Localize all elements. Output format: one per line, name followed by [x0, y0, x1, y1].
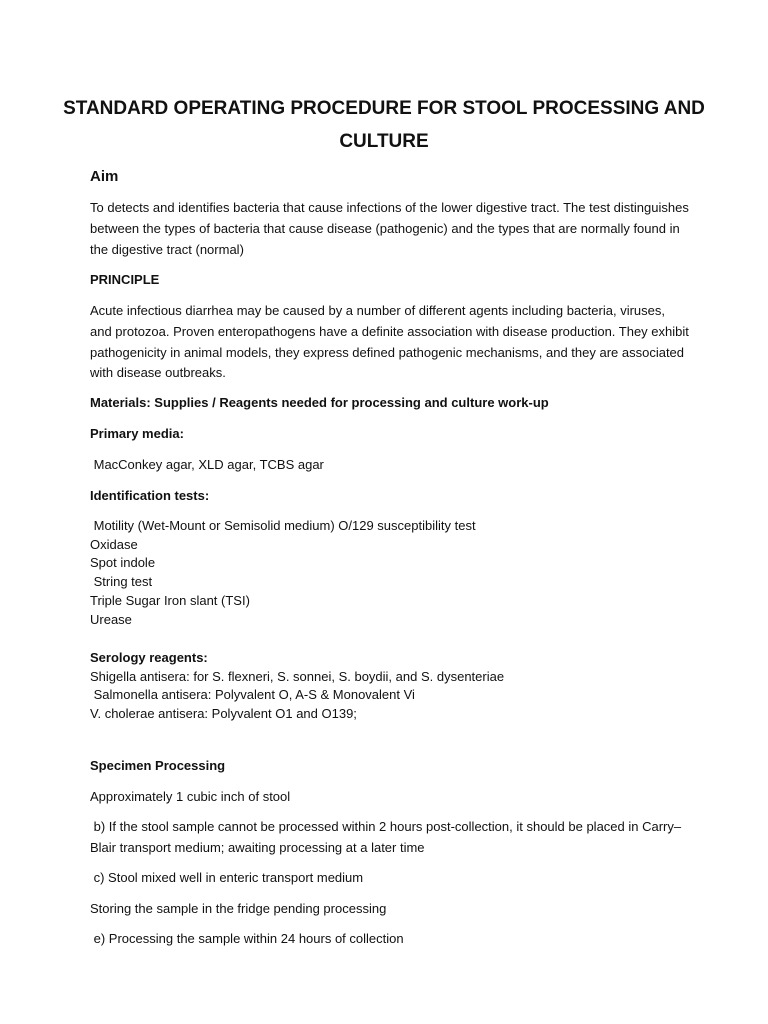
identification-item: String test: [90, 574, 153, 589]
specimen-item: c) Stool mixed well in enteric transport medium: [90, 870, 364, 885]
primary-media-text: MacConkey agar, XLD agar, TCBS agar: [90, 457, 324, 472]
identification-item: Motility (Wet-Mount or Semisolid medium) O/129 susceptibility test: [90, 518, 476, 533]
specimen-item: b) If the stool sample cannot be processed within 2 hours post-collection, it should be placed in Carry– Blair transport medium; awaiting processing at a later time: [90, 819, 685, 855]
identification-item: Spot indole: [90, 555, 156, 570]
identification-heading: Identification tests:: [90, 488, 210, 503]
serology-item: Shigella antisera: for S. flexneri, S. sonnei, S. boydii, and S. dysenteriae: [90, 669, 505, 684]
serology-item: V. cholerae antisera: Polyvalent O1 and O139;: [90, 706, 357, 721]
identification-item: Oxidase: [90, 537, 138, 552]
aim-paragraph: To detects and identifies bacteria that cause infections of the lower digestive tract. The test distinguishes between the types of bacteria that cause disease (pathogenic) and the types that are normally found in the digestive tract (normal): [90, 200, 689, 257]
document-title: STANDARD OPERATING PROCEDURE FOR STOOL PROCESSING AND CULTURE: [63, 98, 705, 152]
serology-item: Salmonella antisera: Polyvalent O, A-S & Monovalent Vi: [90, 687, 415, 702]
materials-heading: Materials: Supplies / Reagents needed for processing and culture work-up: [90, 395, 549, 410]
aim-heading: Aim: [90, 168, 119, 185]
specimen-item: Storing the sample in the fridge pending processing: [90, 901, 387, 916]
principle-heading: PRINCIPLE: [90, 272, 160, 287]
principle-paragraph: Acute infectious diarrhea may be caused by a number of different agents including bacteria, viruses, and protozoa. Proven enteropathogens have a definite association with disease production. They exhibit pathogenicity in animal models, they express defined pathogenic mechanisms, and they are associated with disease outbreaks.: [90, 303, 689, 381]
identification-item: Urease: [90, 612, 132, 627]
serology-heading: Serology reagents:: [90, 650, 208, 665]
specimen-item: Approximately 1 cubic inch of stool: [90, 789, 291, 804]
specimen-heading: Specimen Processing: [90, 758, 226, 773]
specimen-item: e) Processing the sample within 24 hours of collection: [90, 931, 404, 946]
primary-media-heading: Primary media:: [90, 426, 184, 441]
identification-item: Triple Sugar Iron slant (TSI): [90, 593, 250, 608]
